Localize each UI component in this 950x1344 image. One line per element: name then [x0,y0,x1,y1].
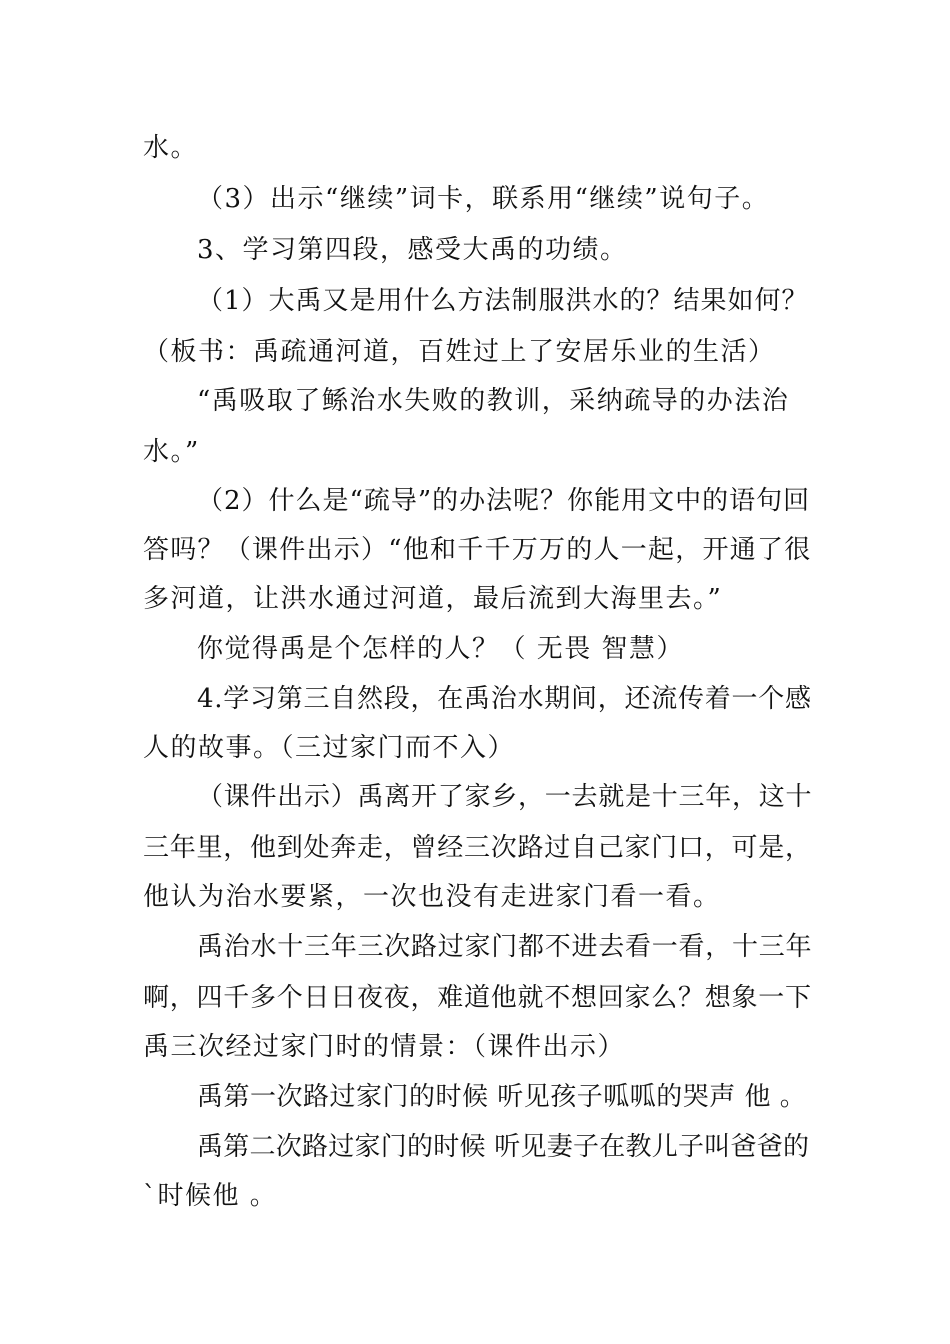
text-line: 多河道，让洪水通过河道，最后流到大海里去。” [143,584,723,614]
text-line: （课件出示）禹离开了家乡，一去就是十三年，这十 [197,782,813,812]
text-line: 水。” [143,437,200,467]
text-line: 4.学习第三自然段，在禹治水期间，还流传着一个感 [197,684,812,714]
text-line: 3、学习第四段，感受大禹的功绩。 [197,235,628,265]
text-line: “禹吸取了鲧治水失败的教训，采纳疏导的办法治 [197,386,790,416]
text-line: （板书：禹疏通河道，百姓过上了安居乐业的生活） [143,337,776,367]
text-line: 人的故事。（三过家门而不入） [143,733,516,763]
text-line: （3）出示“继续”词卡，联系用“继续”说句子。 [197,184,770,214]
text-line: 禹第一次路过家门的时候 听见孩子呱呱的哭声 他 。 [197,1082,807,1112]
text-line: 你觉得禹是个怎样的人？（ 无畏 智慧） [197,634,685,664]
text-line: 啊，四千多个日日夜夜，难道他就不想回家么？想象一下 [143,983,812,1013]
text-line: 禹治水十三年三次路过家门都不进去看一看，十三年 [197,932,813,962]
text-line: （1）大禹又是用什么方法制服洪水的？结果如何？ [197,286,809,316]
text-line: 水。 [143,133,199,163]
text-line: 禹三次经过家门时的情景：（课件出示） [143,1032,626,1062]
text-line: 他认为治水要紧，一次也没有走进家门看一看。 [143,882,721,912]
text-line: （2）什么是“疏导”的办法呢？你能用文中的语句回 [197,486,811,516]
text-line: 禹第二次路过家门的时候 听见妻子在教儿子叫爸爸的 [197,1132,810,1162]
text-line: 三年里，他到处奔走，曾经三次路过自己家门口，可是， [143,833,812,863]
text-line: `时候他 。 [143,1181,278,1211]
text-line: 答吗？（课件出示）“他和千千万万的人一起，开通了很 [143,535,812,565]
